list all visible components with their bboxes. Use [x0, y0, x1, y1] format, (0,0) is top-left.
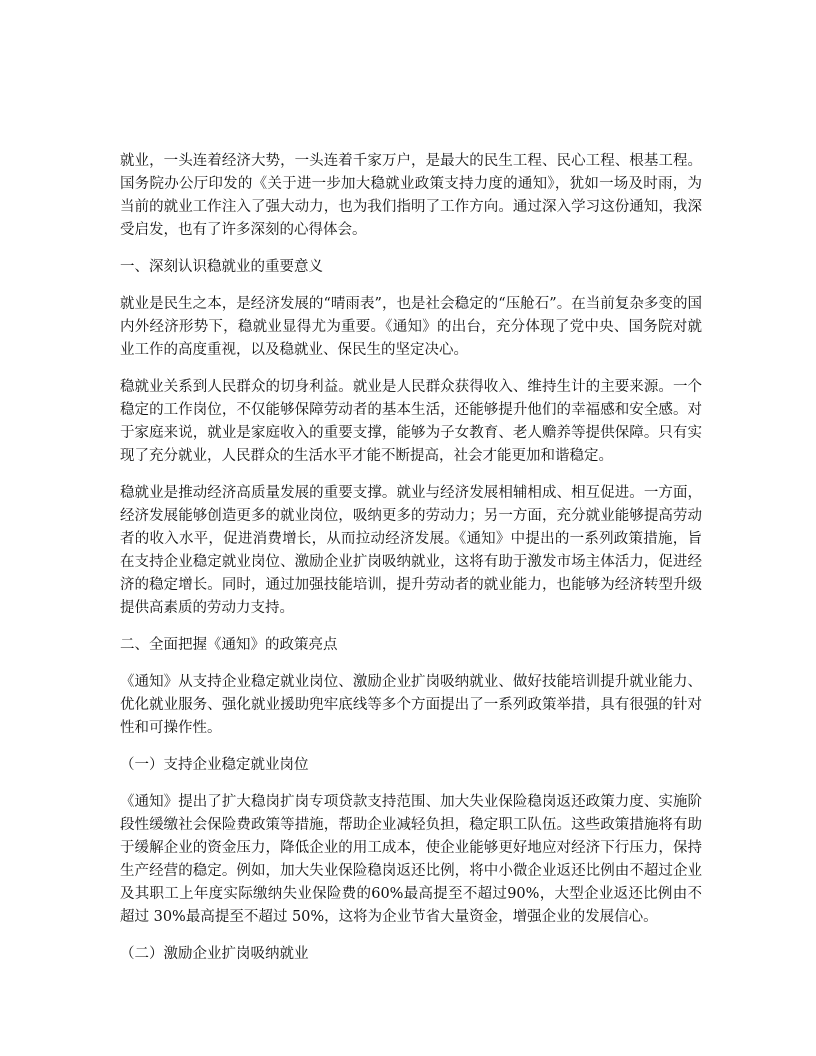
paragraph: 《通知》提出了扩大稳岗扩岗专项贷款支持范围、加大失业保险稳岗返还政策力度、实施阶段性缓缴社会保险费政策等措施，帮助企业减轻负担，稳定职工队伍。这些政策措施将有助于缓解企业的资金压力，降低企业的用工成本，使企业能够更好地应对经济下行压力，保持生产经营的稳定。例如，加大失业保险稳岗返还比例，将中小微企业返还比例由不超过企业及其职工上年度实际缴纳失业保险费的60%最高提至不超过90%，大型企业返还比例由不超过 30%最高提至不超过 50%，这将为企业节省大量资金，增强企业的发展信心。 [120, 794, 702, 925]
section-heading-1: 一、深刻认识稳就业的重要意义 [120, 259, 323, 275]
paragraph: 就业是民生之本，是经济发展的“晴雨表”，也是社会稳定的“压舱石”。在当前复杂多变的国内外经济形势下，稳就业显得尤为重要。《通知》的出台，充分体现了党中央、国务院对就业工作的高度重视，以及稳就业、保民生的坚定决心。 [120, 296, 702, 358]
subsection-heading-2: （二）激励企业扩岗吸纳就业 [120, 946, 309, 962]
paragraph: 稳就业关系到人民群众的切身利益。就业是人民群众获得收入、维持生计的主要来源。一个稳定的工作岗位，不仅能够保障劳动者的基本生活，还能够提升他们的幸福感和安全感。对于家庭来说，就业是家庭收入的重要支撑，能够为子女教育、老人赡养等提供保障。只有实现了充分就业，人民群众的生活水平才能不断提高，社会才能更加和谐稳定。 [120, 379, 702, 464]
subsection-heading-1: （一）支持企业稳定就业岗位 [120, 757, 309, 773]
section-heading-2: 二、全面把握《通知》的政策亮点 [120, 637, 338, 653]
document-body [120, 150, 702, 980]
paragraph: 《通知》从支持企业稳定就业岗位、激励企业扩岗吸纳就业、做好技能培训提升就业能力、优化就业服务、强化就业援助兜牢底线等多个方面提出了一系列政策举措，具有很强的针对性和可操作性。 [120, 674, 702, 736]
paragraph: 稳就业是推动经济高质量发展的重要支撑。就业与经济发展相辅相成、相互促进。一方面，经济发展能够创造更多的就业岗位，吸纳更多的劳动力；另一方面，充分就业能够提高劳动者的收入水平，促进消费增长，从而拉动经济发展。《通知》中提出的一系列政策措施，旨在支持企业稳定就业岗位、激励企业扩岗吸纳就业，这将有助于激发市场主体活力，促进经济的稳定增长。同时，通过加强技能培训，提升劳动者的就业能力，也能够为经济转型升级提供高素质的劳动力支持。 [120, 485, 702, 616]
intro-paragraph: 就业，一头连着经济大势，一头连着千家万户，是最大的民生工程、民心工程、根基工程。国务院办公厅印发的《关于进一步加大稳就业政策支持力度的通知》，犹如一场及时雨，为当前的就业工作注入了强大动力，也为我们指明了工作方向。通过深入学习这份通知，我深受启发，也有了许多深刻的心得体会。 [120, 153, 702, 238]
